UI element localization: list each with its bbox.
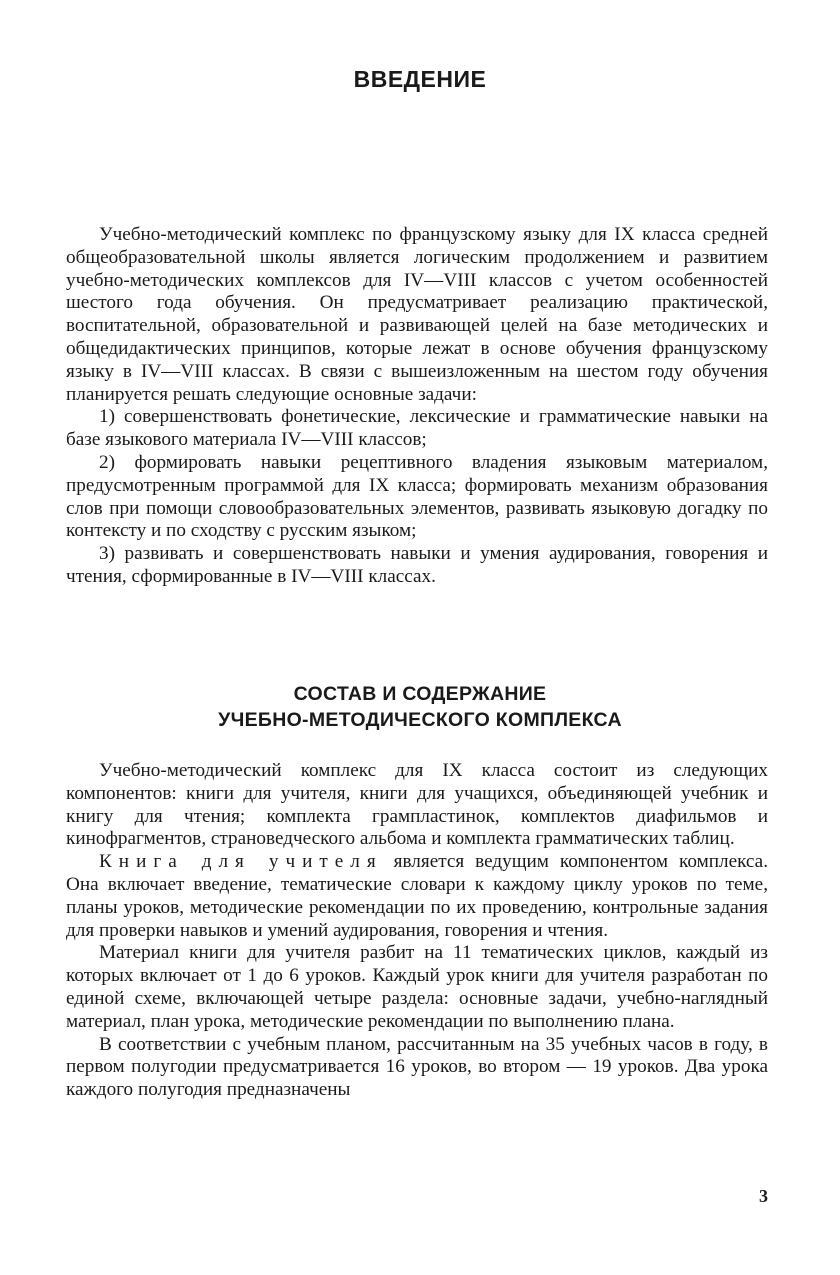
task-item-3: 3) развивать и совершенствовать навыки и умения аудирования, говорения и чтения, сформированные в IV—VIII классах. (66, 543, 768, 587)
page-number: 3 (759, 1186, 768, 1206)
intro-paragraph: Учебно-методический комплекс по французскому языку для IX класса средней общеобразовательной школы является логическим продолжением и развитием учебно-методических комплексов для IV—VIII классов с учетом особенностей шестого года обучения. Он предусматривает реализацию практической, воспитательной, образовательной и развивающей целей на базе методических и общедидактических принципов, которые лежат в основе обучения французскому языку в IV—VIII классах. В связи с вышеизложенным на шестом году обучения планируется решать следующие основные задачи: (66, 224, 768, 405)
section-heading-line-2: УЧЕБНО-МЕТОДИЧЕСКОГО КОМПЛЕКСА (218, 709, 622, 731)
page-title: ВВЕДЕНИЕ (353, 66, 487, 92)
curriculum-paragraph: В соответствии с учебным планом, рассчитанным на 35 учебных часов в году, в первом полугодии предусматривается 16 уроков, во втором — 19 уроков. Два урока каждого полугодия предназначены (66, 1033, 768, 1101)
teacher-book-paragraph (66, 851, 768, 942)
section-content (66, 760, 768, 1102)
section-heading-line-1: СОСТАВ И СОДЕРЖАНИЕ (293, 683, 547, 705)
section-heading (0, 681, 840, 733)
material-paragraph: Материал книги для учителя разбит на 11 тематических циклов, каждый из которых включает от 1 до 6 уроков. Каждый урок книги для учителя разработан по единой схеме, включающей четыре раздела: основные задачи, учебно-наглядный материал, план урока, методические рекомендации по выполнению плана. (66, 942, 768, 1032)
components-paragraph: Учебно-методический комплекс для IX класса состоит из следующих компонентов: книги для учителя, книги для учащихся, объединяющей учебник и книгу для чтения; комплекта грампластинок, комплектов диафильмов и кинофрагментов, страноведческого альбома и комплекта грамматических таблиц. (66, 760, 768, 850)
introduction-block (66, 224, 768, 589)
task-item-1: 1) совершенствовать фонетические, лексические и грамматические навыки на базе языкового материала IV—VIII классов; (66, 406, 768, 451)
task-item-2: 2) формировать навыки рецептивного владения языковым материалом, предусмотренным программой для IX класса; формировать механизм образования слов при помощи словообразовательных элементов, развивать языковую догадку по контексту и по сходству с русским языком; (66, 451, 768, 542)
teacher-book-description: является ведущим компонентом комплекса. Она включает введение, тематические словари к каждому циклу уроков по теме, планы уроков, методические рекомендации по их проведению, контрольные задания для проверки навыков и умений аудирования, говорения и чтения. (66, 851, 768, 941)
teacher-book-term: Книга для учителя (99, 851, 383, 873)
